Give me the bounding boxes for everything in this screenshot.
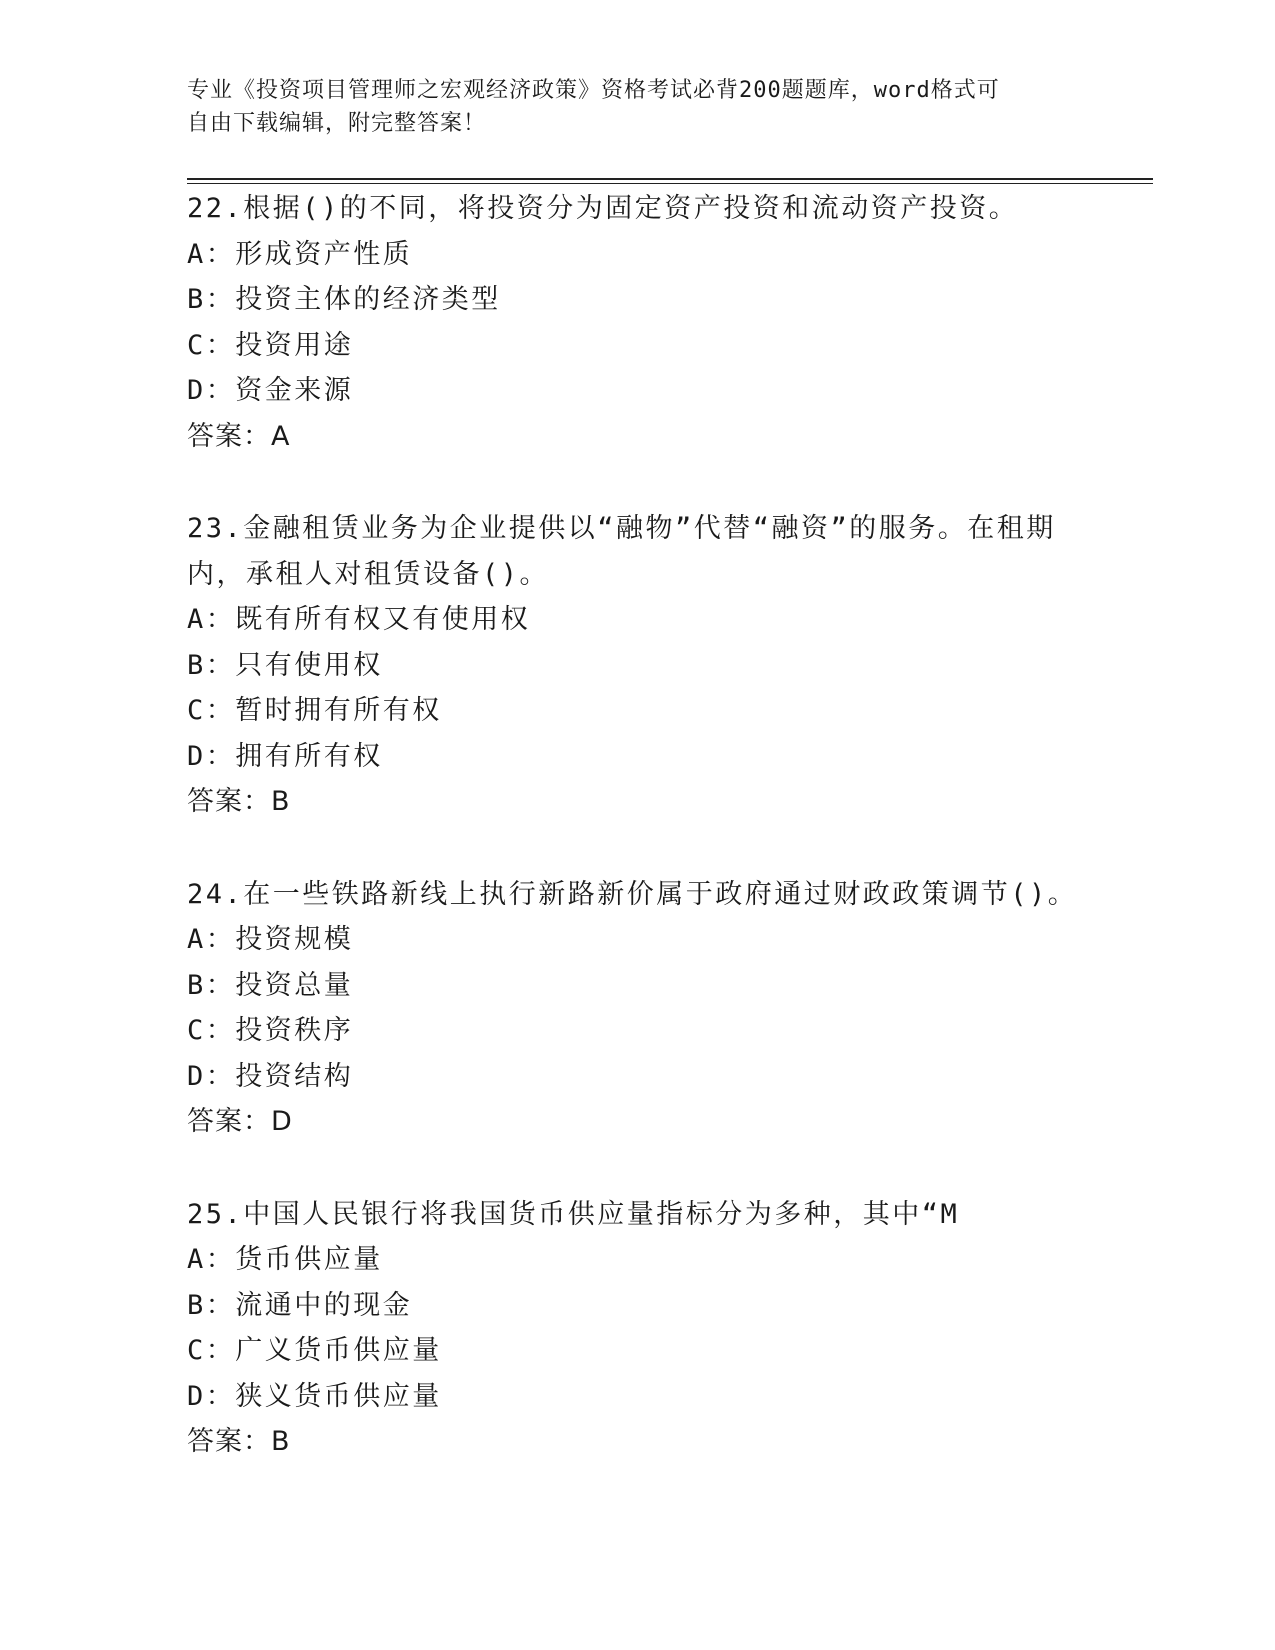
answer-line: 答案：D xyxy=(187,1106,293,1137)
question-stem: 23.金融租赁业务为企业提供以“融物”代替“融资”的服务。在租期内，承租人对租赁设备()。 xyxy=(187,513,1056,590)
option-b: B：只有使用权 xyxy=(187,649,383,681)
question-stem: 25.中国人民银行将我国货币供应量指标分为多种，其中“M xyxy=(187,1198,960,1230)
document-header xyxy=(187,74,1087,140)
option-c: C：投资用途 xyxy=(187,329,354,361)
question-list xyxy=(187,186,1087,1512)
option-a: A：货币供应量 xyxy=(187,1244,383,1275)
option-c: C：暂时拥有所有权 xyxy=(187,695,442,726)
question-stem: 24.在一些铁路新线上执行新路新价属于政府通过财政政策调节()。 xyxy=(187,878,1078,910)
option-d: D：狭义货币供应量 xyxy=(187,1380,442,1412)
question-stem: 22.根据()的不同，将投资分为固定资产投资和流动资产投资。 xyxy=(187,193,1019,224)
option-b: B：投资总量 xyxy=(187,969,354,1001)
option-c: C：广义货币供应量 xyxy=(187,1335,442,1366)
header-divider-thin xyxy=(187,183,1153,184)
option-a: A：投资规模 xyxy=(187,924,354,955)
option-d: D：资金来源 xyxy=(187,375,354,406)
option-a: A：既有所有权又有使用权 xyxy=(187,604,531,635)
option-a: A：形成资产性质 xyxy=(187,238,413,270)
answer-line: 答案：B xyxy=(187,1426,291,1457)
question-item xyxy=(187,186,1087,459)
option-c: C：投资秩序 xyxy=(187,1015,354,1046)
answer-line: 答案：A xyxy=(187,420,291,452)
option-d: D：拥有所有权 xyxy=(187,740,383,772)
question-item xyxy=(187,506,1087,825)
question-item xyxy=(187,1192,1087,1465)
header-line-1: 专业《投资项目管理师之宏观经济政策》资格考试必背200题题库，word格式可 xyxy=(187,78,1000,103)
option-b: B：投资主体的经济类型 xyxy=(187,284,501,315)
option-d: D：投资结构 xyxy=(187,1060,354,1092)
answer-line: 答案：B xyxy=(187,786,291,817)
header-divider-thick xyxy=(187,178,1153,180)
option-b: B：流通中的现金 xyxy=(187,1289,413,1321)
header-line-2: 自由下载编辑，附完整答案！ xyxy=(187,111,487,136)
question-item xyxy=(187,872,1087,1145)
